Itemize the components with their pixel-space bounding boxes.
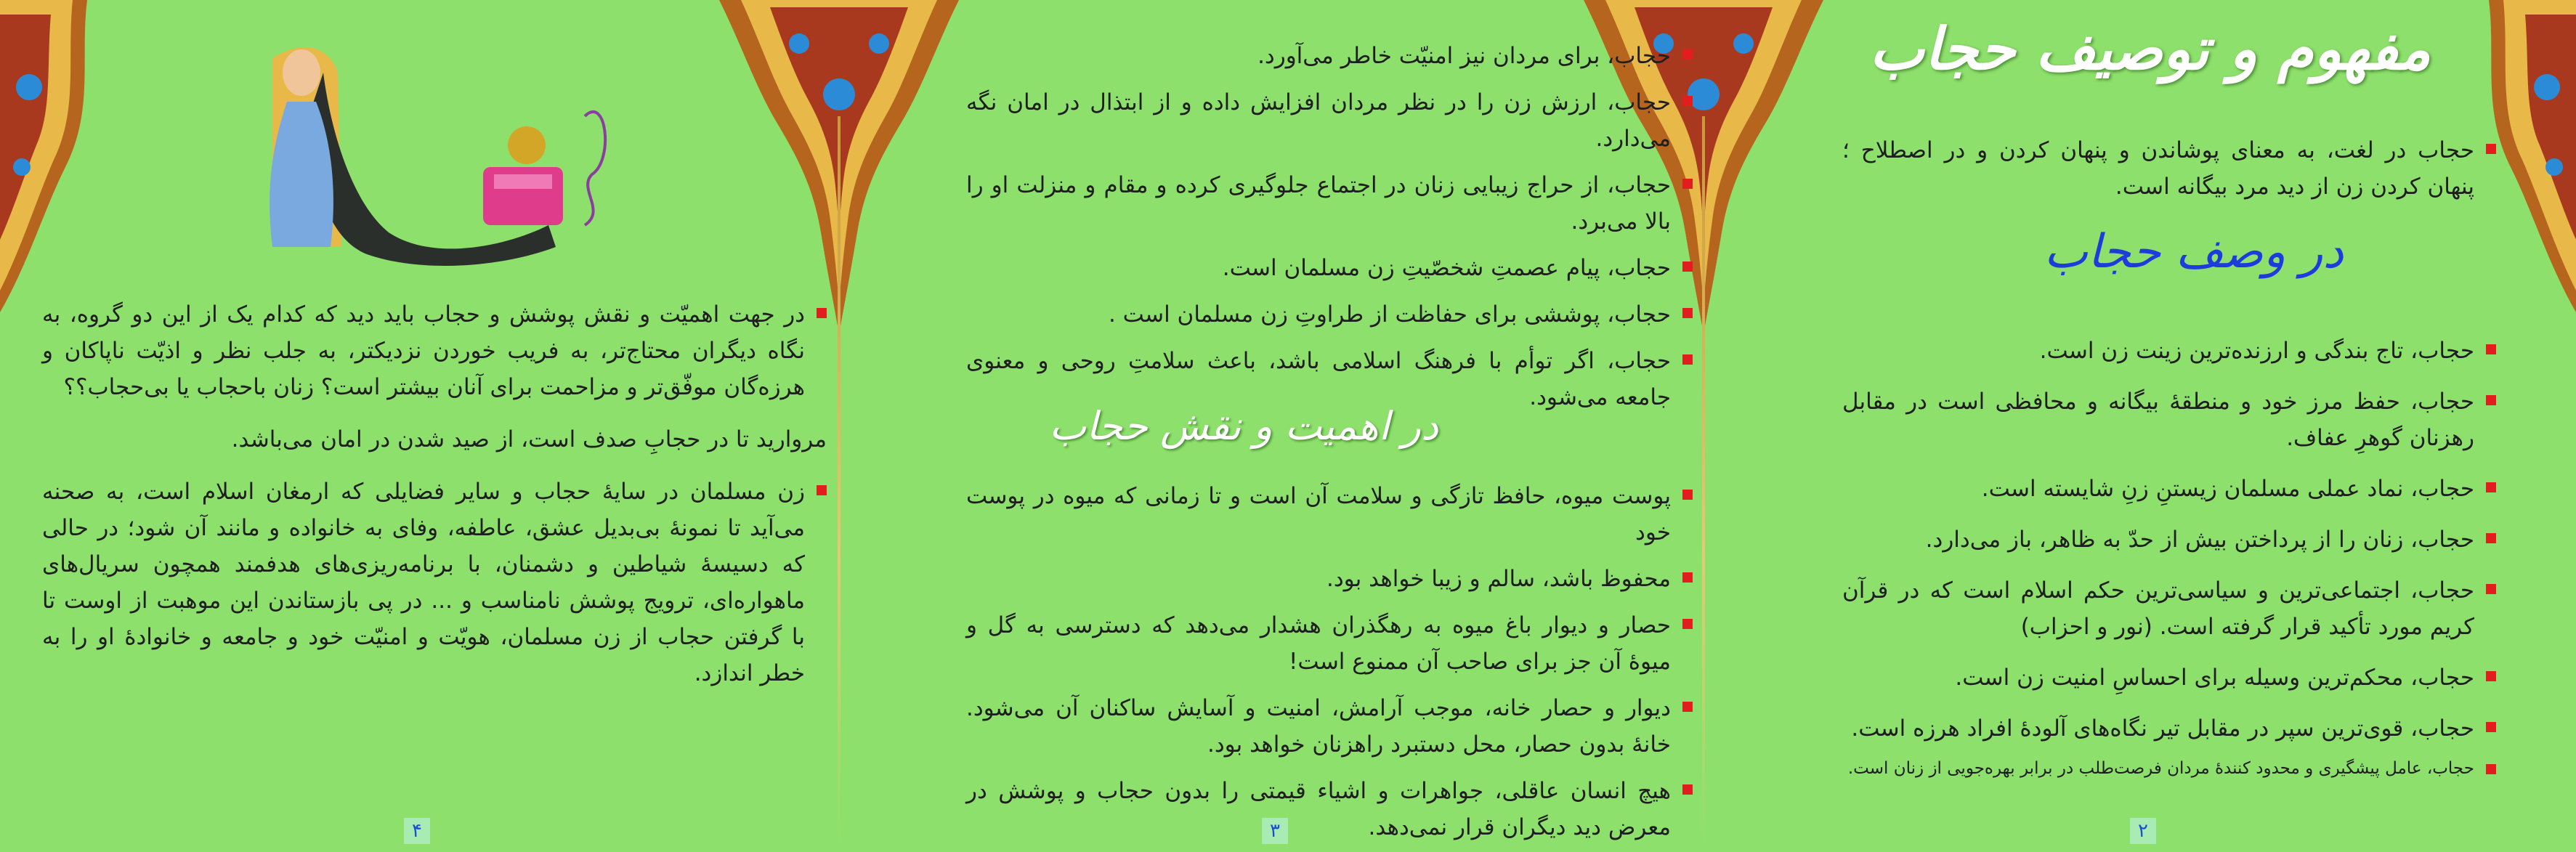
bullet-icon bbox=[1682, 179, 1693, 189]
bullet-icon bbox=[817, 485, 827, 495]
list-item: حجاب، تاج بندگی و ارزنده‌ترین زینت زن است. bbox=[1842, 333, 2496, 369]
list-item: حجاب، برای مردان نیز امنیّت خاطر می‌آورد. bbox=[966, 38, 1693, 74]
page-3 bbox=[843, 0, 1707, 852]
list-item: حجاب در لغت، به معنای پوشاندن و پنهان کردن و در اصطلاح ؛ پنهان کردن زن از دید مرد بیگانه است. bbox=[1842, 132, 2496, 205]
bullet-icon bbox=[1682, 261, 1693, 272]
bullet-icon bbox=[1682, 308, 1693, 318]
list-item: حجاب، اجتماعی‌ترین و سیاسی‌ترین حکم اسلام است که در قرآن کریم مورد تأکید قرار گرفته است. (نور و احزاب) bbox=[1842, 572, 2496, 645]
page-2-intro bbox=[1842, 132, 2496, 221]
bullet-icon bbox=[2486, 764, 2496, 774]
list-item: پوست میوه، حافظ تازگی و سلامت آن است و تا زمانی که میوه در پوست خود bbox=[966, 478, 1693, 551]
section-subtitle: در وصف حجاب bbox=[2044, 225, 2344, 279]
bullet-icon bbox=[2486, 482, 2496, 492]
list-item: حجاب، نماد عملی مسلمان زیستنِ زنِ شایسته است. bbox=[1842, 471, 2496, 507]
list-item: حجاب، ارزش زن را در نظر مردان افزایش داده و از ابتذال در امان نگه می‌دارد. bbox=[966, 84, 1693, 157]
section-heading: در اهمیت و نقش حجاب bbox=[1049, 403, 1438, 449]
page-number: ۳ bbox=[1262, 818, 1288, 844]
list-item: حجاب، قوی‌ترین سپر در مقابل تیر نگاه‌های آلودهٔ افراد هرزه است. bbox=[1842, 710, 2496, 747]
page-4 bbox=[0, 0, 843, 852]
list-item: حجاب، اگر توأم با فرهنگ اسلامی باشد، باعث سلامتِ روحی و معنوی جامعه می‌شود. bbox=[966, 343, 1693, 415]
bullet-icon bbox=[1682, 49, 1693, 60]
bullet-icon bbox=[2486, 144, 2496, 154]
page-2 bbox=[1707, 0, 2576, 852]
list-item: حجاب، زنان را از پرداختن بیش از حدّ به ظاهر، باز می‌دارد. bbox=[1842, 522, 2496, 558]
bullet-icon bbox=[2486, 584, 2496, 594]
page-2-list bbox=[1842, 333, 2496, 798]
page-3-list-bottom bbox=[966, 478, 1693, 845]
bullet-icon bbox=[1682, 572, 1693, 583]
list-item: محفوظ باشد، سالم و زیبا خواهد بود. bbox=[966, 561, 1693, 597]
list-item: دیوار و حصار خانه، موجب آرامش، امنیت و آسایش ساکنان آن می‌شود. خانهٔ بدون حصار، محل دستبرد راهزنان خواهد بود. bbox=[966, 690, 1693, 763]
list-item: حجاب، حفظ مرز خود و منطقهٔ بیگانه و محافظی است در مقابل رهزنان گوهرِ عفاف. bbox=[1842, 384, 2496, 456]
list-item: حجاب، عامل پیشگیری و محدود کنندهٔ مردان فرصت‌طلب در برابر بهره‌جویی از زنان است. bbox=[1842, 755, 2496, 782]
bullet-icon bbox=[1682, 702, 1693, 712]
bullet-icon bbox=[2486, 344, 2496, 354]
list-item: هیچ انسان عاقلی، جواهرات و اشیاء قیمتی را بدون حجاب و پوشش در معرض دید دیگران قرار نمی‌دهد. bbox=[966, 773, 1693, 845]
page-3-list-top bbox=[966, 38, 1693, 426]
list-item: زن مسلمان در سایهٔ حجاب و سایر فضایلی که ارمغان اسلام است، به صحنه می‌آید تا نمونهٔ بی‌بدیل عشق، عاطفه، وفای به خانواده و مانند آن شود؛ در حالی که دسیسهٔ شیاطین و دشمنان، با برنامه‌ریزی‌های هدفمند همچون سریال‌های ماهواره‌ای، ترویج پوشش نامناسب و ... در پی بازستاندن این موهبت از اوست تا با گرفتن حجاب از زن مسلمان، هویّت و امنیّت خود و جامعه و خانوادهٔ او را به خطر اندازد. bbox=[42, 474, 827, 691]
bullet-icon bbox=[2486, 671, 2496, 681]
page-number: ۲ bbox=[2130, 818, 2156, 844]
list-item: در جهت اهمیّت و نقش پوشش و حجاب باید دید که کدام یک از این دو گروه، به نگاه دیگران محتاج‌تر، به فریب خوردن نزدیکتر، به جلب نظر و اذیّت ناپاکان و هرزه‌گان موفّق‌تر و مزاحمت برای آنان بیشتر است؟ زنان باحجاب یا بی‌حجاب؟؟ bbox=[42, 296, 827, 405]
list-item: حجاب، از حراج زیبایی زنان در اجتماع جلوگیری کرده و مقام و منزلت او را بالا می‌برد. bbox=[966, 167, 1693, 240]
page-number: ۴ bbox=[404, 818, 430, 844]
list-item: حصار و دیوار باغ میوه به رهگذران هشدار می‌دهد که دسترسی به گل و میوهٔ آن جز برای صاحب آن ممنوع است! bbox=[966, 607, 1693, 680]
bullet-icon bbox=[1682, 490, 1693, 500]
bullet-icon bbox=[1682, 354, 1693, 365]
page-4-list bbox=[42, 296, 827, 707]
list-item: حجاب، پیام عصمتِ شخصّیتِ زن مسلمان است. bbox=[966, 250, 1693, 286]
list-item: مروارید تا در حجابِ صدف است، از صید شدن در امان می‌باشد. bbox=[231, 426, 827, 453]
bullet-icon bbox=[2486, 395, 2496, 405]
woman-hijab-illustration bbox=[243, 29, 621, 269]
bullet-icon bbox=[1682, 96, 1693, 106]
page-title: مفهوم و توصیف حجاب bbox=[1869, 15, 2431, 83]
list-item: حجاب، محکم‌ترین وسیله برای احساسِ امنیت زن است. bbox=[1842, 660, 2496, 696]
bullet-icon bbox=[2486, 533, 2496, 543]
bullet-icon bbox=[1682, 784, 1693, 795]
list-item: حجاب، پوششی برای حفاظت از طراوتِ زن مسلمان است . bbox=[966, 296, 1693, 333]
bullet-icon bbox=[817, 308, 827, 318]
bullet-icon bbox=[1682, 619, 1693, 629]
bullet-icon bbox=[2486, 722, 2496, 732]
